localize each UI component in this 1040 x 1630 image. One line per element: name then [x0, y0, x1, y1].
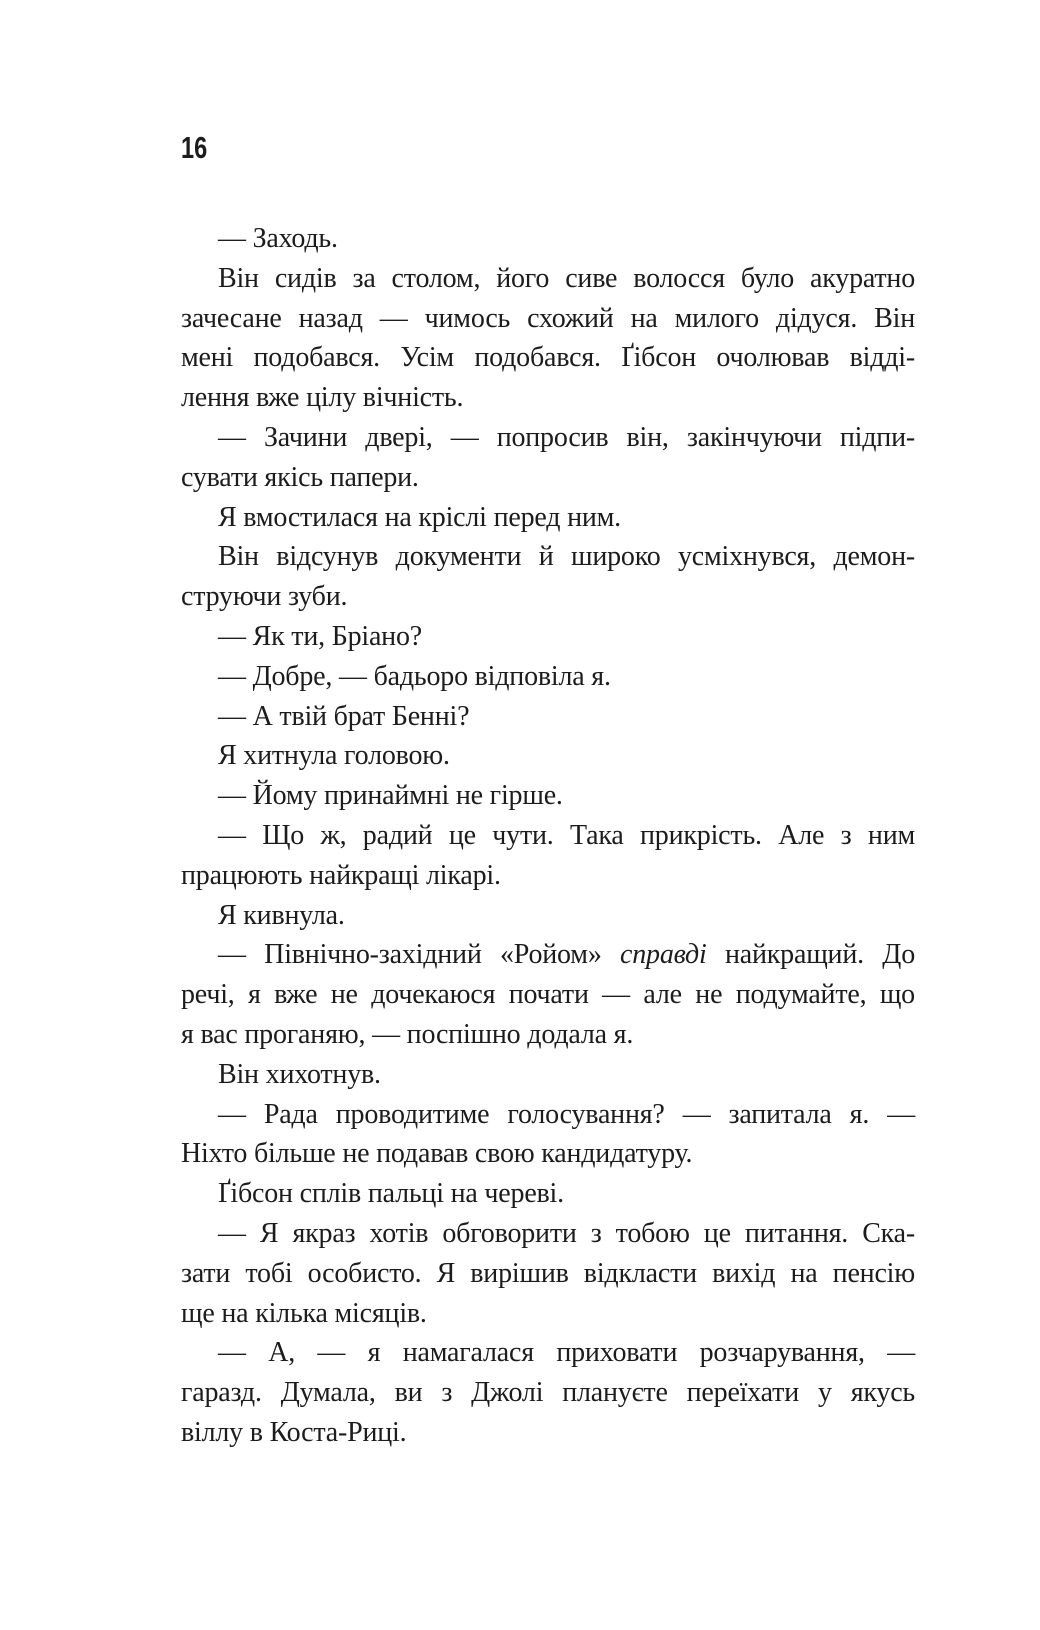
text-segment: найкращий. До	[706, 939, 915, 971]
text-line: — Я якраз хотів обговорити з тобою це питання. Ска-	[218, 1217, 915, 1249]
page-number: 16	[181, 130, 208, 165]
text-line: Я хитнула головою.	[218, 740, 450, 772]
text-line: — Добре, — бадьоро відповіла я.	[218, 660, 611, 692]
text-line: лення вже цілу вічність.	[181, 382, 464, 414]
text-line: — Як ти, Бріано?	[218, 620, 422, 652]
text-line: Я вмостилася на кріслі перед ним.	[218, 501, 621, 533]
text-segment: — Північно-західний «Ройом»	[218, 939, 620, 971]
text-line: струючи зуби.	[181, 581, 348, 613]
text-line: віллу в Коста-Риці.	[181, 1416, 407, 1448]
text-line: — Заходь.	[218, 223, 338, 254]
text-line: я вас проганяю, — поспішно додала я.	[181, 1018, 634, 1050]
text-line: зачесане назад — чимось схожий на милого дідуся. Він	[181, 302, 915, 334]
text-line: — Йому принаймні не гірше.	[218, 780, 563, 812]
text-line: Ґібсон сплів пальці на череві.	[218, 1178, 564, 1210]
text-line	[181, 935, 915, 975]
text-line: гаразд. Думала, ви з Джолі плануєте переїхати у якусь	[181, 1377, 915, 1409]
text-line: — А, — я намагалася приховати розчарування, —	[218, 1337, 915, 1369]
text-line: сувати якісь папери.	[181, 461, 419, 493]
text-line: Я кивнула.	[218, 899, 345, 931]
italic-text: справді	[620, 939, 707, 971]
text-line: працюють найкращі лікарі.	[181, 859, 501, 891]
text-line: зати тобі особисто. Я вирішив відкласти вихід на пенсію	[181, 1257, 915, 1289]
text-line: — Зачини двері, — попросив він, закінчуючи підпи-	[218, 421, 915, 453]
text-line: — Рада проводитиме голосування? — запитала я. —	[218, 1098, 915, 1130]
text-line: — А твій брат Бенні?	[218, 700, 470, 732]
text-line: Ніхто більше не подавав свою кандидатуру.	[181, 1138, 693, 1170]
text-line: речі, я вже не дочекаюся почати — але не подумайте, що	[181, 979, 915, 1011]
text-line: мені подобався. Усім подобався. Ґібсон очолював відді-	[181, 342, 915, 374]
text-line: — Що ж, радий це чути. Така прикрість. Але з ним	[218, 819, 915, 851]
text-line: Він хихотнув.	[218, 1058, 381, 1090]
body-text	[181, 219, 915, 1453]
text-line: Він сидів за столом, його сиве волосся було акуратно	[218, 262, 915, 294]
text-line: Він відсунув документи й широко усміхнувся, демон-	[218, 541, 915, 573]
text-line: ще на кілька місяців.	[181, 1297, 427, 1329]
